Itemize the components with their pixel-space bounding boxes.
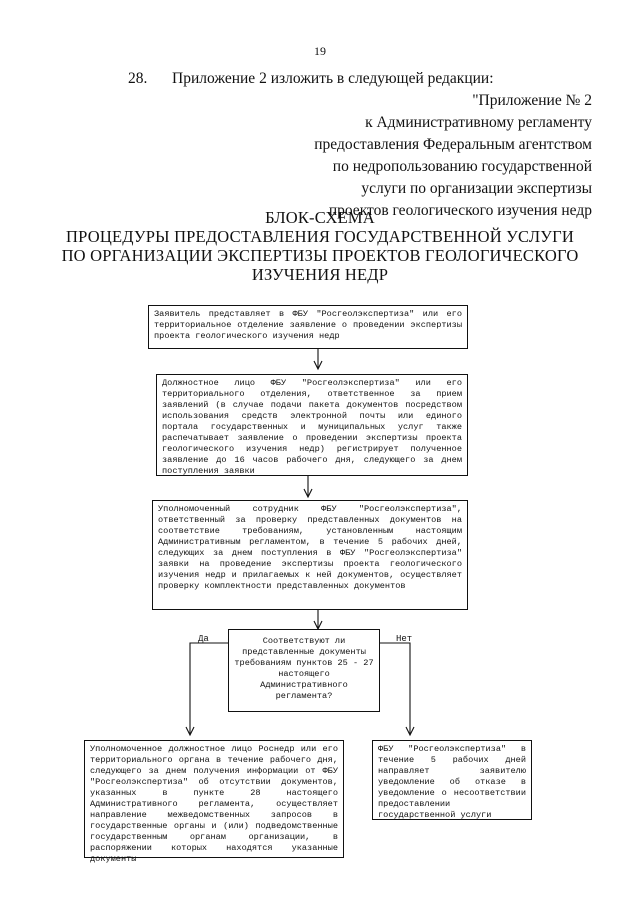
appendix-header-line: проектов геологического изучения недр <box>328 202 592 219</box>
arrow-no <box>380 643 410 734</box>
step-submit-application: Заявитель представляет в ФБУ "Росгеолэкспертиза" или его территориальное отделение заявление о проведении экспертизы проекта геологического изучения недр <box>148 305 468 349</box>
appendix-header-line: к Административному регламенту <box>365 114 592 131</box>
yes-branch-interagency-requests: Уполномоченное должностное лицо Роснедр или его территориального органа в течение рабочего дня, следующего за днем получения информации от ФБУ "Росгеолэкспертиза" об отсутствии документов, указанных в пункте 28 настоящего Административного регламента, осуществляет направление межведомственных запросов в государственные органы и (или) подведомственные государственным органам организации, в распоряжении которых находятся указанные документы <box>84 740 344 858</box>
title-line: БЛОК-СХЕМА <box>265 208 375 227</box>
no-branch-refusal-notice: ФБУ "Росгеолэкспертиза" в течение 5 рабочих дней направляет заявителю уведомление об отказе в уведомление о несоответствии предоставлении государственной услуги <box>372 740 532 820</box>
title-line: ПРОЦЕДУРЫ ПРЕДОСТАВЛЕНИЯ ГОСУДАРСТВЕННОЙ УСЛУГИ <box>66 227 574 246</box>
appendix-header-line: услуги по организации экспертизы <box>361 180 592 197</box>
item-number: 28. <box>128 70 148 87</box>
yes-label: Да <box>198 634 209 644</box>
step-register-application: Должностное лицо ФБУ "Росгеолэкспертиза" или его территориального отделения, ответственное за прием заявлений (в случае подачи пакета документов посредством использования средств электронной почты или единого портала государственных и муниципальных услуг также распечатывает заявление о проведении экспертизы проекта геологического изучения недр) регистрирует полученное заявление до 16 часов рабочего дня, следующего за днем поступления заявки <box>156 374 468 476</box>
arrow-yes <box>190 643 228 734</box>
title-line: ПО ОРГАНИЗАЦИИ ЭКСПЕРТИЗЫ ПРОЕКТОВ ГЕОЛОГИЧЕСКОГО <box>61 246 579 265</box>
decision-box: Соответствуют ли представленные документы требованиям пунктов 25 - 27 настоящего Административного регламента? <box>228 629 380 712</box>
appendix-header-line: "Приложение № 2 <box>472 92 592 109</box>
item-text: Приложение 2 изложить в следующей редакции: <box>172 70 494 87</box>
no-label: Нет <box>396 634 413 644</box>
page-number: 19 <box>314 44 326 58</box>
title-line: ИЗУЧЕНИЯ НЕДР <box>251 265 389 284</box>
appendix-header-line: предоставления Федеральным агентством <box>314 136 592 153</box>
step-check-documents: Уполномоченный сотрудник ФБУ "Росгеолэкспертиза", ответственный за проверку представленных документов на соответствие требованиям, установленным настоящим Административным регламентом, в течение 5 рабочих дней, следующих за днем поступления в ФБУ "Росгеолэкспертиза" заявки на проведение экспертизы проекта геологического изучения недр и прилагаемых к ней документов, осуществляет проверку комплектности представленных документов <box>152 500 468 610</box>
appendix-header-line: по недропользованию государственной <box>332 158 592 175</box>
